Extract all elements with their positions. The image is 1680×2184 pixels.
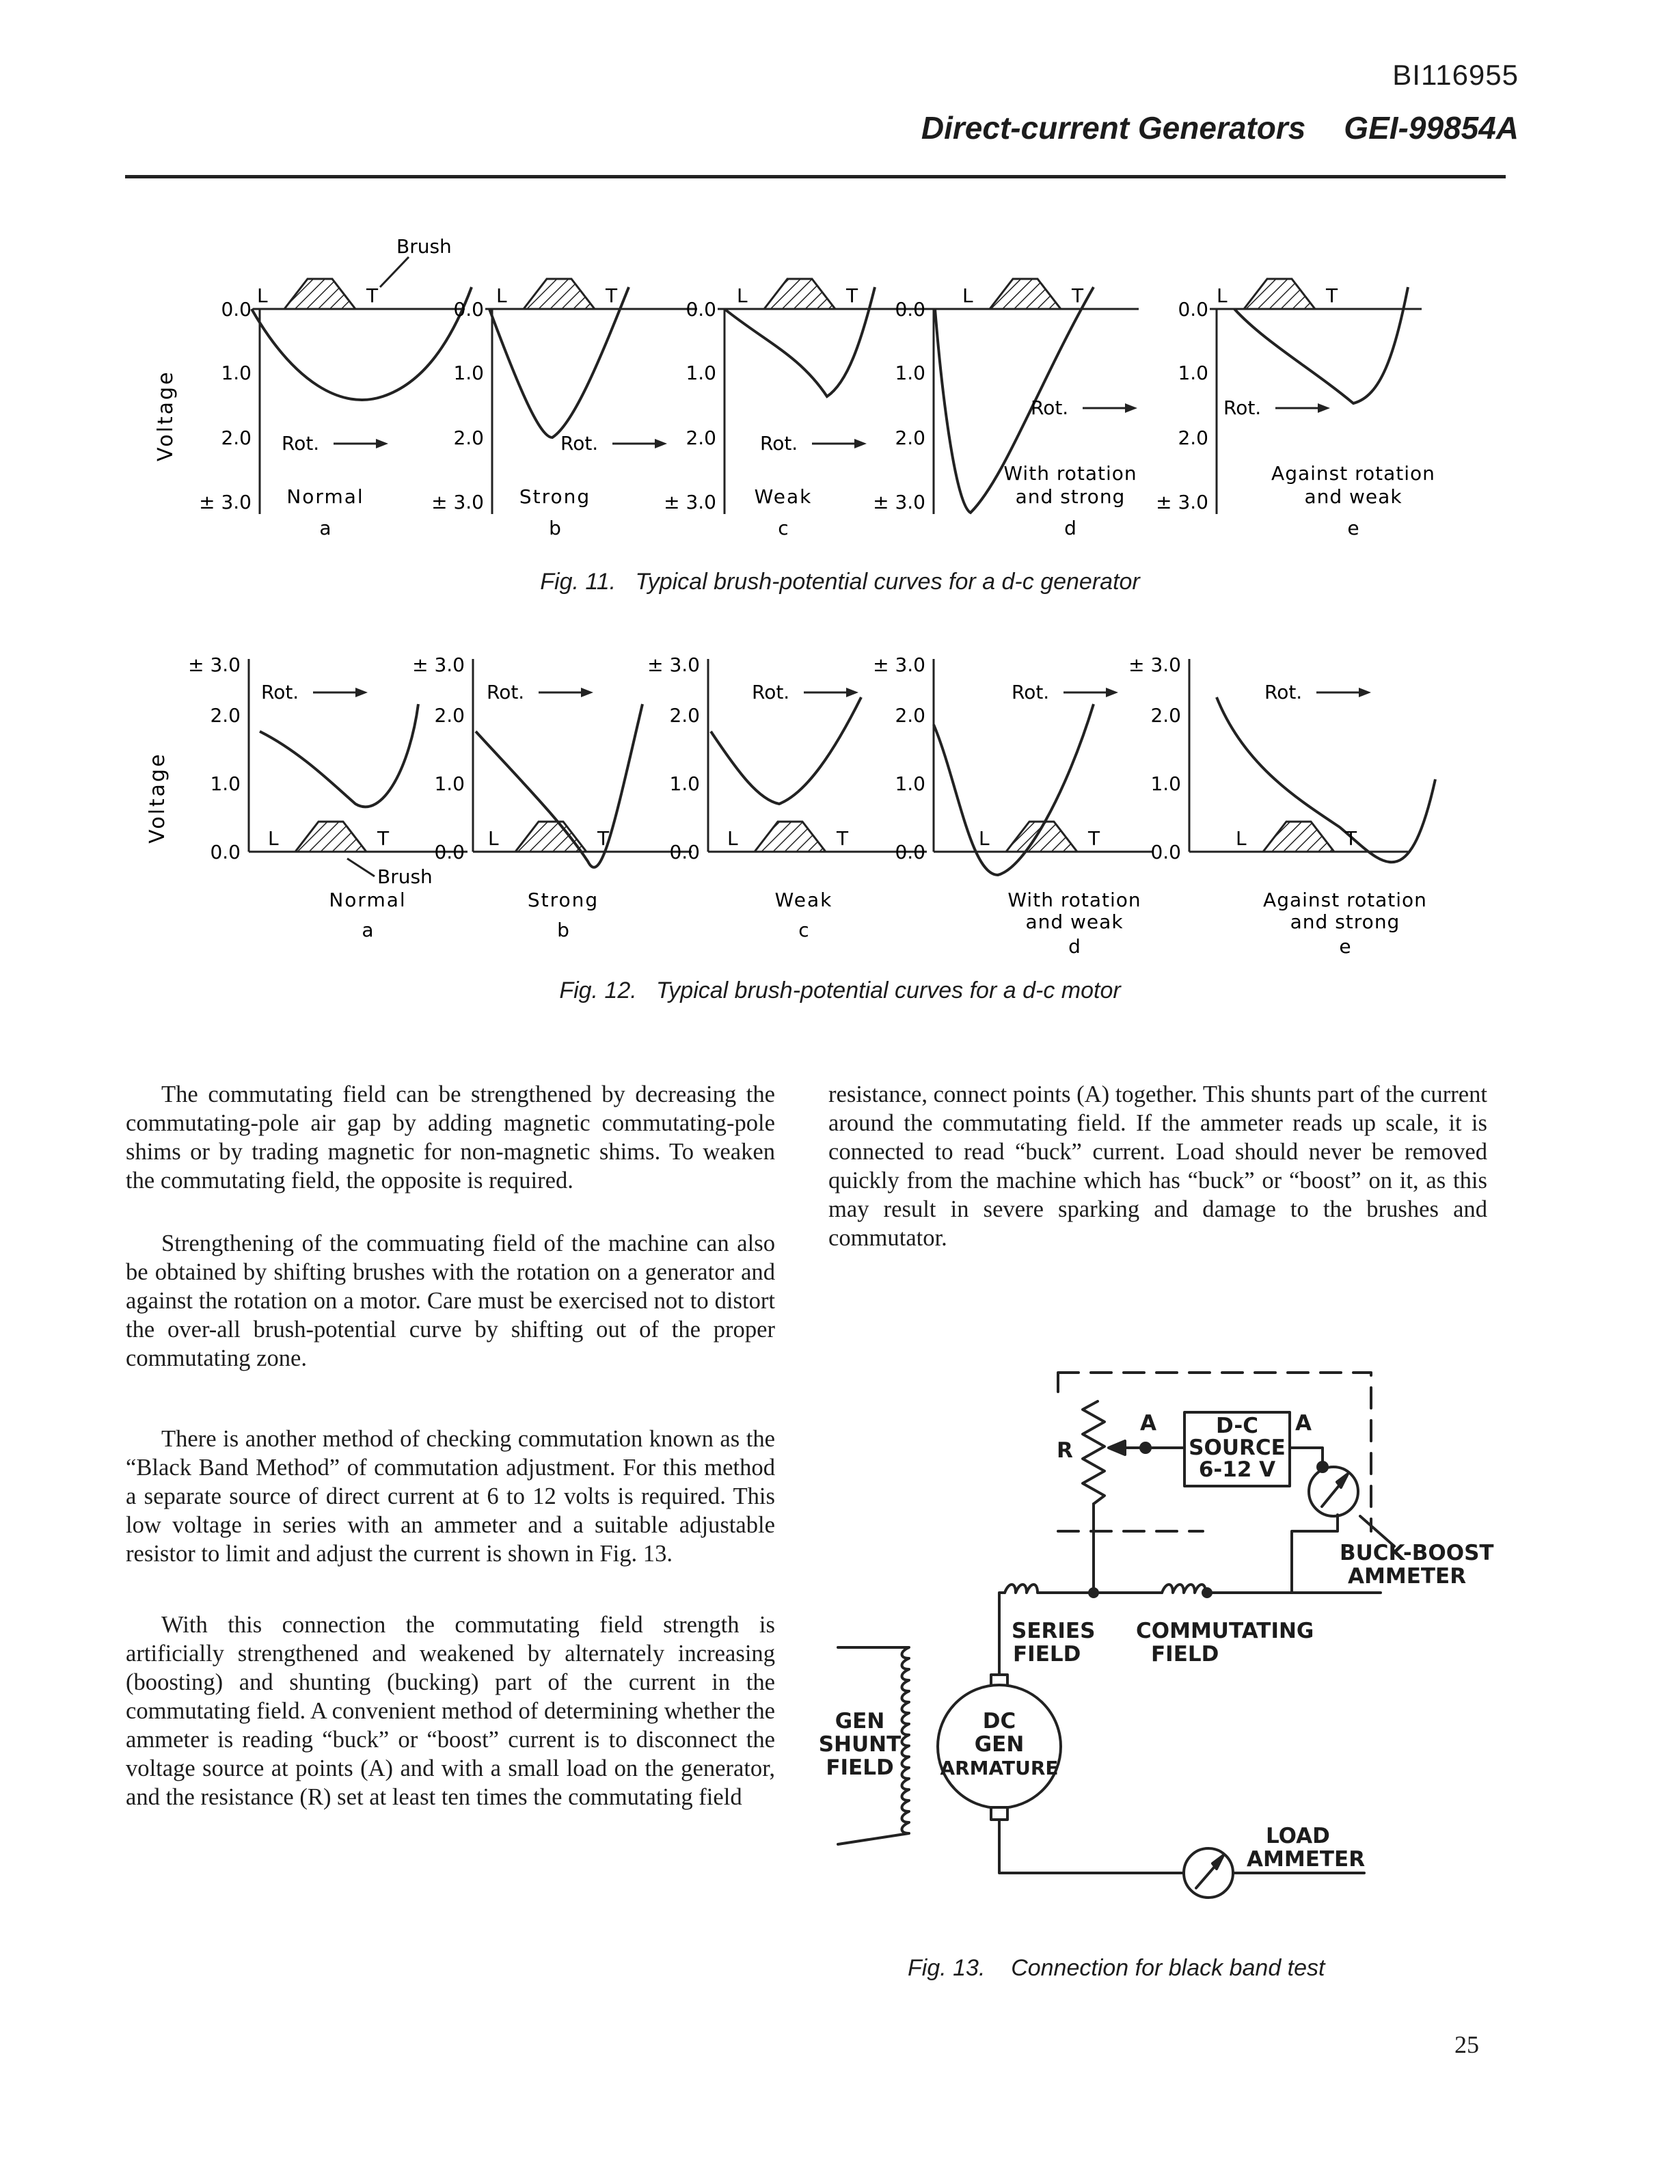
figure-11 [0,219,1680,615]
panel-name: Strong [527,889,599,911]
rotation-label: Rot. [760,432,798,455]
trailing-edge-label: T [1326,284,1338,307]
armature-line-3: ARMATURE [940,1757,1059,1779]
rotation-arrowhead [846,688,858,697]
body-paragraph: Strengthening of the commuating field of the machine can also be obtained by shifting brushes with the rotation on a generator and against the rotation on a motor. Care must be exercised not to distort the over-all brush-potential curve by shifting out of the proper commutating zone. [126,1230,775,1371]
brush-symbol [1006,822,1077,852]
panel-letter: b [549,517,561,539]
leading-edge-label: L [257,284,268,307]
y-tick-label: 2.0 [210,704,241,727]
y-tick-label: 1.0 [221,362,252,384]
commutating-field-line-2: FIELD [1151,1642,1219,1667]
panel-letter: c [798,919,809,941]
y-tick-label: ± 3.0 [431,491,484,513]
rotation-arrowhead [1125,403,1137,413]
body-paragraph: resistance, connect points (A) together. This shunts part of the current around the commutating field. If the ammeter reads up scale, it is connected to read “buck” current. Load should never be removed quickly from the machine which has “buck” or “boost” on it, as this may result in severe sparking and damage to the brushes and commutator. [828,1081,1487,1251]
y-tick-label: ± 3.0 [188,653,241,676]
brush-potential-curve [711,697,861,804]
trailing-edge-label: T [846,284,858,307]
panel-letter: a [362,919,374,941]
shunt-field-line-2: SHUNT [818,1732,902,1757]
rotation-arrowhead [854,439,867,448]
y-tick-label: 0.0 [1178,298,1208,321]
y-tick-label: 0.0 [434,841,465,863]
fig12-caption [0,978,1680,1004]
body-paragraph: The commutating field can be strengthened by decreasing the commutating-pole air gap by adding magnetic commutating-pole shims or by trading magnetic for non-magnetic shims. To weaken the commutating field, the opposite is required. [126,1081,775,1194]
fig12-panels [188,653,1435,958]
y-tick-label: 2.0 [1150,704,1181,727]
brush-label: Brush [377,865,433,888]
leading-edge-label: L [488,827,499,850]
y-tick-label: 1.0 [669,772,700,795]
y-tick-label: 2.0 [1178,427,1208,449]
header-rule [125,175,1506,178]
series-field-line-1: SERIES [1012,1619,1096,1643]
rotation-arrowhead [1359,688,1371,697]
commutating-field-coil [1162,1585,1206,1593]
brush-symbol [1244,279,1315,309]
fig13-caption-text: Connection for black band test [1011,1955,1325,1981]
load-ammeter-line-2: AMMETER [1247,1847,1366,1872]
panel-name: Strong [519,485,591,508]
leading-edge-label: L [737,284,748,307]
r-wiper-arrow [1109,1441,1125,1455]
leading-edge-label: L [496,284,507,307]
series-field-coil [1005,1585,1038,1593]
shunt-field-line-1: GEN [835,1709,885,1734]
point-a-right: A [1295,1411,1312,1435]
rotation-label: Rot. [1012,681,1050,703]
leading-edge-label: L [1236,827,1247,850]
panel-letter: d [1068,935,1081,958]
y-tick-label: ± 3.0 [199,491,252,513]
trailing-edge-label: T [377,827,390,850]
y-tick-label: 2.0 [895,427,925,449]
buck-boost-line-1: BUCK-BOOST [1340,1541,1494,1565]
body-left-column [126,1080,775,1811]
brush-symbol [990,279,1061,309]
brush-symbol [1263,822,1334,852]
series-field-line-2: FIELD [1013,1642,1081,1667]
panel-name: and weak [1304,485,1403,508]
fig13-caption [908,1955,1325,1982]
y-tick-label: ± 3.0 [412,653,465,676]
fig11-caption [0,569,1680,595]
leading-edge-label: L [1217,284,1228,307]
rotation-label: Rot. [752,681,790,703]
panel-name: With rotation [1003,462,1137,485]
rotation-arrowhead [376,439,388,448]
brush-potential-curve [1217,697,1435,862]
brush-label: Brush [396,235,452,258]
fig12-caption-number: Fig. 12. [559,978,637,1003]
leading-edge-label: L [727,827,738,850]
trailing-edge-label: T [597,827,610,850]
figure-12 [0,636,1680,978]
rotation-arrowhead [1106,688,1118,697]
body-paragraph: There is another method of checking commutation known as the “Black Band Method” of commutation adjustment. For this method a separate source of direct current at 6 to 12 volts is required. This low voltage in series with an ammeter and a suitable adjustable resistor to limit and adjust the current is shown in Fig. 13. [126,1426,775,1567]
panel-letter: d [1064,517,1076,539]
panel-letter: b [557,919,569,941]
y-tick-label: 2.0 [895,704,925,727]
rotation-arrowhead [355,688,368,697]
panel-name: Against rotation [1263,889,1427,911]
trailing-edge-label: T [1072,284,1084,307]
brush-potential-curve [260,704,418,807]
y-tick-label: ± 3.0 [873,491,925,513]
brush-symbol [284,279,355,309]
y-tick-label: 2.0 [686,427,716,449]
r-label: R [1057,1438,1073,1463]
y-tick-label: 1.0 [895,772,925,795]
shunt-field-line-3: FIELD [826,1755,894,1780]
commutating-field-line-1: COMMUTATING [1136,1619,1314,1643]
trailing-edge-label: T [606,284,618,307]
armature-line-2: GEN [974,1732,1025,1757]
panel-name: With rotation [1007,889,1141,911]
trailing-edge-label: T [366,284,379,307]
y-tick-label: ± 3.0 [664,491,716,513]
y-tick-label: 1.0 [210,772,241,795]
panel-name: Normal [286,485,364,508]
rotation-label: Rot. [1264,681,1303,703]
document-id: BI116955 [1392,59,1519,91]
source-line-3: 6-12 V [1198,1457,1276,1482]
y-tick-label: ± 3.0 [873,653,925,676]
fig11-caption-text: Typical brush-potential curves for a d-c generator [635,569,1140,595]
y-tick-label: 0.0 [895,841,925,863]
rotation-label: Rot. [1223,396,1262,419]
panel-name: Weak [774,889,833,911]
brush-leader [347,859,375,876]
trailing-edge-label: T [1345,827,1357,850]
panel-name: and strong [1290,911,1400,933]
rotation-label: Rot. [261,681,299,703]
y-tick-label: 1.0 [453,362,484,384]
y-tick-label: 1.0 [1150,772,1181,795]
page-number: 25 [1454,2031,1479,2058]
y-tick-label: 0.0 [686,298,716,321]
body-right-column [828,1080,1487,1252]
leading-edge-label: L [979,827,990,850]
resistor-r [1083,1401,1105,1504]
y-tick-label: 0.0 [895,298,925,321]
source-line-2: SOURCE [1189,1435,1286,1460]
source-line-1: D-C [1216,1414,1258,1438]
y-tick-label: ± 3.0 [1156,491,1208,513]
rotation-label: Rot. [560,432,599,455]
brush-symbol [524,279,595,309]
y-tick-label: 1.0 [895,362,925,384]
trailing-edge-label: T [837,827,849,850]
brush-symbol [515,822,586,852]
fig13-caption-number: Fig. 13. [908,1955,986,1981]
figure-13 [807,1353,1531,1955]
y-tick-label: 1.0 [434,772,465,795]
panel-name: Weak [754,485,813,508]
point-a-left: A [1140,1411,1156,1435]
trailing-edge-label: T [1088,827,1100,850]
y-tick-label: 0.0 [669,841,700,863]
rotation-label: Rot. [487,681,525,703]
panel-letter: e [1347,517,1359,539]
section-title: Direct-current Generators [921,110,1306,146]
brush-symbol [764,279,835,309]
panel-letter: c [778,517,789,539]
fig11-panels [199,235,1435,539]
y-tick-label: 2.0 [669,704,700,727]
brush-symbol [295,822,366,852]
y-tick-label: 0.0 [221,298,252,321]
y-tick-label: 2.0 [434,704,465,727]
armature-line-1: DC [982,1709,1016,1734]
body-paragraph: With this connection the commutating field strength is artificially strengthened and weakened by alternately increasing (boosting) and shunting (bucking) part of the current in the commutating field. A convenient method of determining whether the ammeter is reading “buck” or “boost” current is to disconnect the voltage source at points (A) and with a small load on the generator, and the resistance (R) set at least ten times the commutating field [126,1612,775,1810]
load-ammeter-line-1: LOAD [1266,1824,1330,1848]
rotation-arrowhead [1318,403,1330,413]
y-tick-label: 1.0 [1178,362,1208,384]
panel-name: Against rotation [1271,462,1435,485]
running-header [921,109,1519,146]
y-tick-label: 0.0 [210,841,241,863]
brush-potential-curve [252,287,472,400]
rotation-label: Rot. [1031,396,1069,419]
y-tick-label: ± 3.0 [1128,653,1181,676]
y-tick-label: 2.0 [453,427,484,449]
panel-letter: e [1339,935,1351,958]
y-tick-label: ± 3.0 [647,653,700,676]
doc-number: GEI-99854A [1344,110,1519,146]
leading-edge-label: L [268,827,279,850]
rotation-arrowhead [655,439,667,448]
y-tick-label: 0.0 [1150,841,1181,863]
leading-edge-label: L [962,284,973,307]
buck-boost-line-2: AMMETER [1348,1564,1467,1589]
y-tick-label: 1.0 [686,362,716,384]
panel-name: Normal [329,889,407,911]
fig12-axis-label: Voltage [146,752,170,844]
panel-name: and weak [1025,911,1124,933]
rotation-label: Rot. [282,432,320,455]
fig12-caption-text: Typical brush-potential curves for a d-c motor [656,978,1121,1003]
y-tick-label: 2.0 [221,427,252,449]
rotation-arrowhead [581,688,593,697]
brush-leader [380,257,409,287]
y-tick-label: 0.0 [453,298,484,321]
brush-symbol [755,822,826,852]
panel-name: and strong [1015,485,1126,508]
fig11-axis-label: Voltage [154,370,178,461]
panel-letter: a [319,517,331,539]
fig11-caption-number: Fig. 11. [540,569,617,595]
